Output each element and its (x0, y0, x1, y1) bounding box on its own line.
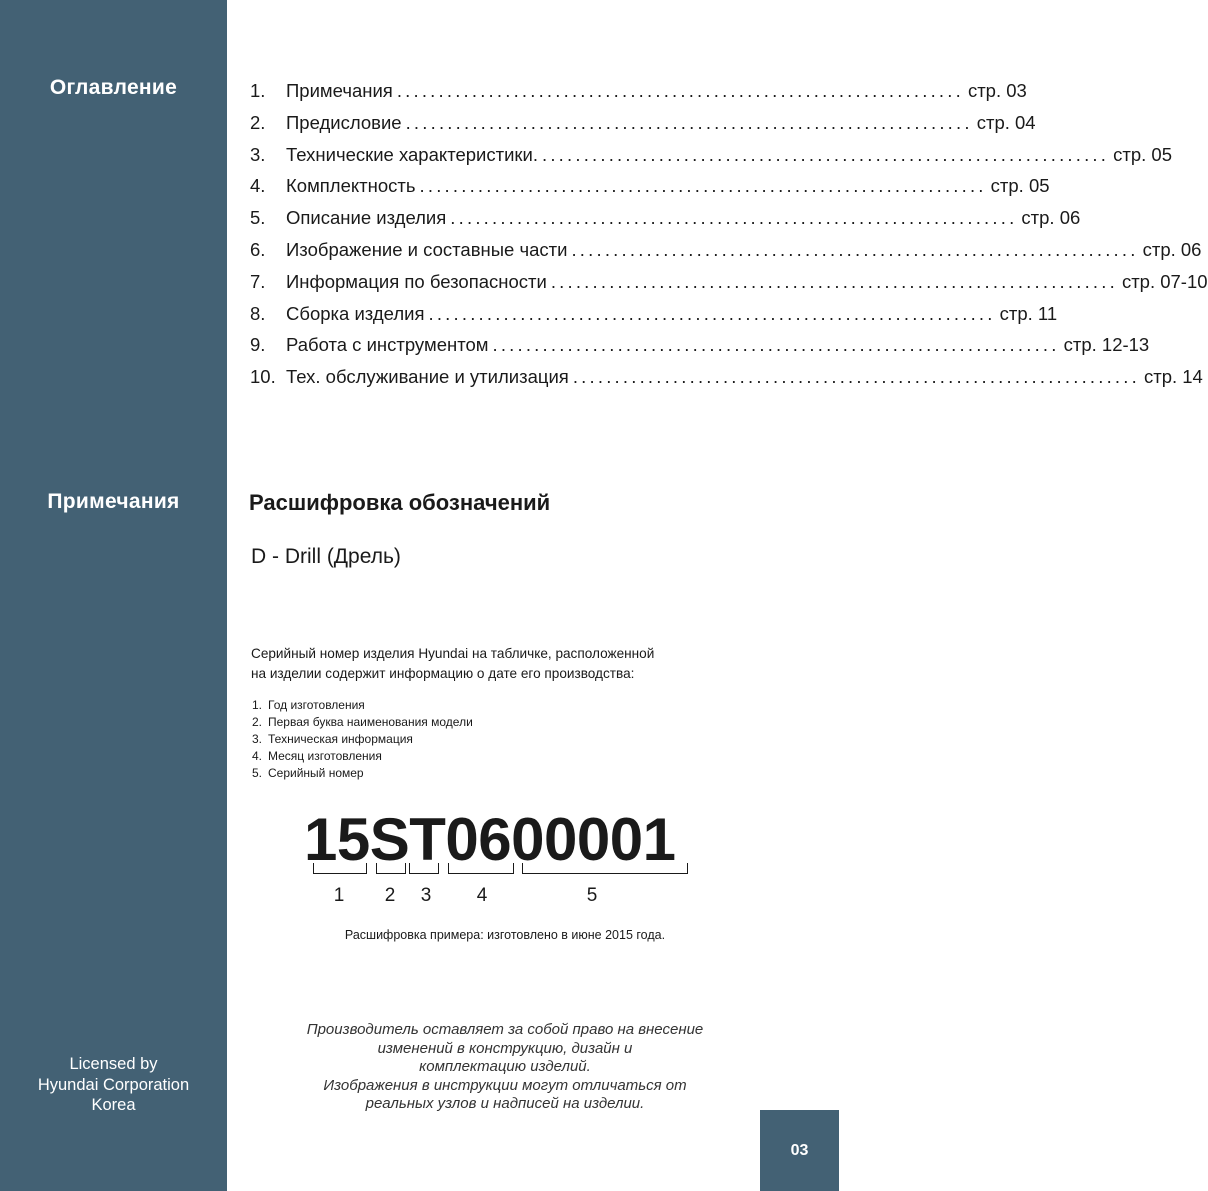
toc-item-page: стр. 05 (990, 175, 1050, 197)
legend-item-number: 5. (252, 765, 263, 780)
toc-item-page: стр. 04 (976, 111, 1036, 133)
serial-intro (251, 644, 731, 683)
legend-item-number: 2. (252, 714, 263, 729)
segment-bracket (409, 863, 439, 874)
toc-item[interactable] (250, 366, 1203, 398)
toc-item-page: стр. 12-13 (1063, 334, 1150, 356)
sidebar (0, 0, 227, 1191)
toc-leader-dots: .................................................................... (396, 80, 964, 101)
disclaimer-line: реальных узлов и надписей на изделии. (365, 1095, 645, 1113)
segment-label: 3 (420, 885, 432, 906)
page-number: 03 (790, 1142, 809, 1159)
segment-bracket (376, 863, 406, 874)
toc-item-title: Описание изделия (286, 207, 447, 229)
serial-code: 15ST0600001 (304, 806, 676, 873)
segment-bracket (522, 863, 688, 874)
license-line: Korea (91, 1096, 136, 1114)
toc-leader-dots: .................................................................... (428, 302, 996, 324)
example-caption: Расшифровка примера: изготовлено в июне 2015 года. (344, 928, 666, 942)
license-line: Licensed by (69, 1055, 158, 1073)
toc-item-title: Технические характеристики. (286, 143, 538, 165)
toc-item-number: 7. (250, 270, 266, 292)
legend-item (252, 714, 473, 731)
toc-item-title: Изображение и составные части (286, 238, 568, 260)
serial-legend (252, 697, 473, 782)
toc-item[interactable] (250, 302, 1058, 335)
toc-item[interactable] (250, 80, 1027, 112)
disclaimer-line: Изображения в инструкции могут отличаться от (323, 1076, 687, 1094)
toc-item-number: 9. (250, 334, 266, 356)
toc-item-page: стр. 06 (1142, 238, 1202, 260)
segment-label: 2 (384, 885, 396, 906)
legend-item (252, 731, 473, 748)
toc-item-title: Тех. обслуживание и утилизация (286, 366, 569, 388)
serial-intro-line: на изделии содержит информацию о дате его производства: (251, 665, 635, 681)
segment-label: 4 (476, 885, 488, 906)
toc-item-page: стр. 07-10 (1121, 270, 1208, 292)
toc-item[interactable] (250, 238, 1202, 271)
toc-item-page: стр. 05 (1113, 143, 1172, 165)
segment-label: 5 (586, 885, 598, 906)
toc-item[interactable] (250, 270, 1208, 303)
legend-item-text: Первая буква наименования модели (268, 714, 473, 729)
toc-item[interactable] (250, 207, 1081, 239)
toc-item-number: 8. (250, 302, 266, 324)
legend-item-text: Год изготовления (268, 698, 365, 712)
toc-item[interactable] (250, 143, 1172, 176)
toc-leader-dots: .................................................................... (571, 238, 1139, 260)
toc-item-number: 5. (250, 207, 266, 229)
disclaimer-line: Производитель оставляет за собой право на внесение (306, 1021, 704, 1038)
toc-leader-dots: .................................................................... (550, 270, 1118, 292)
license-line: Hyundai Corporation (37, 1075, 190, 1094)
toc-item[interactable] (250, 111, 1036, 144)
legend-item-text: Серийный номер (268, 765, 364, 780)
toc-item-page: стр. 14 (1143, 366, 1203, 388)
disclaimer (250, 1021, 760, 1114)
legend-item (252, 765, 473, 782)
toc-leader-dots: .................................................................... (572, 366, 1140, 388)
toc-item-number: 3. (250, 143, 266, 165)
toc-item-title: Примечания (286, 80, 393, 101)
legend-item-text: Месяц изготовления (268, 748, 382, 763)
disclaimer-line: комплектацию изделий. (419, 1058, 591, 1076)
serial-intro-line: Серийный номер изделия Hyundai на табличке, расположенной (251, 646, 655, 661)
table-of-contents (250, 80, 1208, 398)
legend-item-number: 3. (252, 731, 263, 746)
toc-leader-dots: .................................................................... (542, 143, 1110, 165)
serial-example (300, 805, 700, 915)
toc-item-page: стр. 03 (967, 80, 1027, 101)
disclaimer-line: изменений в конструкцию, дизайн и (377, 1039, 633, 1057)
notes-heading: Примечания (47, 490, 180, 513)
toc-item-page: стр. 11 (999, 302, 1058, 324)
toc-item-number: 6. (250, 238, 266, 260)
toc-item-title: Информация по безопасности (286, 270, 547, 292)
toc-item-page: стр. 06 (1021, 207, 1081, 229)
toc-leader-dots: .................................................................... (405, 111, 973, 133)
toc-heading: Оглавление (49, 76, 178, 99)
page-number-tab (760, 1110, 839, 1191)
section-title: Расшифровка обозначений (249, 490, 551, 515)
model-code: D - Drill (Дрель) (251, 545, 401, 568)
legend-item (252, 697, 473, 714)
toc-item-title: Работа с инструментом (286, 334, 489, 356)
toc-item-title: Предисловие (286, 111, 402, 133)
legend-item (252, 748, 473, 765)
segment-label: 1 (333, 885, 345, 906)
toc-item[interactable] (250, 175, 1050, 207)
legend-item-text: Техническая информация (268, 731, 413, 746)
segment-bracket (448, 863, 514, 874)
toc-item-number: 4. (250, 175, 266, 197)
toc-item-number: 10. (250, 366, 276, 388)
toc-leader-dots: .................................................................... (419, 175, 987, 197)
toc-item-number: 2. (250, 111, 266, 133)
legend-item-number: 1. (252, 698, 263, 712)
toc-item-title: Комплектность (286, 175, 416, 197)
segment-bracket (313, 863, 367, 874)
toc-item-number: 1. (250, 80, 266, 101)
license-text (0, 1054, 227, 1116)
toc-leader-dots: .................................................................... (492, 334, 1060, 356)
legend-item-number: 4. (252, 748, 263, 763)
toc-leader-dots: .................................................................... (450, 207, 1018, 229)
toc-item-title: Сборка изделия (286, 302, 425, 324)
toc-item[interactable] (250, 334, 1150, 366)
